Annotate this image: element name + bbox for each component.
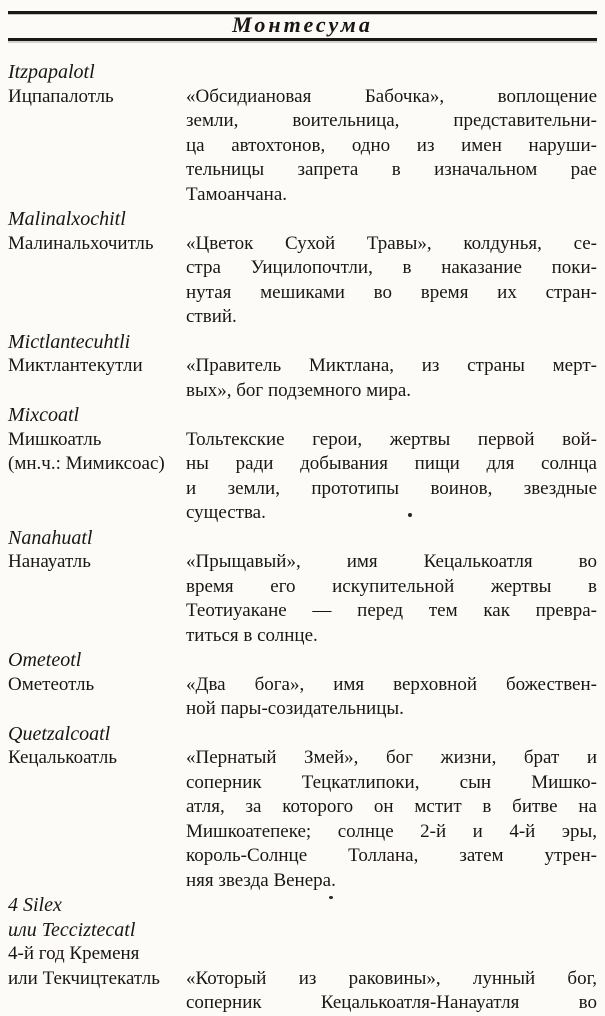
text-line: атля, за которого он мстит в битве на — [186, 796, 597, 817]
entry-nahuatl-name — [8, 526, 597, 551]
entry-russian-name — [8, 232, 186, 257]
glossary-entry — [8, 526, 597, 649]
text-line: Ицпапалотль — [8, 85, 114, 107]
text-line: Малинальхочитль — [8, 232, 154, 254]
text-line: Кецалькоатль — [8, 747, 117, 768]
entry-description — [186, 967, 597, 1016]
text-line: «Обсидиановая Бабочка», воплощение — [186, 85, 597, 107]
text-line: земли, воительница, представительни- — [186, 110, 597, 131]
text-line: нутая мешиками во время их стран- — [186, 281, 597, 303]
glossary-entry — [8, 403, 597, 526]
entry-description — [186, 673, 597, 722]
glossary-entry — [8, 722, 597, 894]
entry-nahuatl-name — [8, 893, 597, 942]
text-line: Ометеотль — [8, 673, 95, 695]
glossary-entry — [8, 648, 597, 722]
text-line: (мн.ч.: Мимиксоас) — [8, 453, 165, 474]
text-line: 4 Silex — [8, 894, 62, 916]
text-line: ны ради добывания пищи для солнца — [186, 453, 597, 474]
text-line: ной пары-созидательницы. — [186, 698, 404, 719]
text-line: «Правитель Миктлана, из страны мерт- — [186, 355, 597, 376]
entry-description — [186, 746, 597, 893]
entry-russian-name — [8, 85, 186, 110]
text-line: Nanahuatl — [8, 526, 93, 549]
text-line: тельницы запрета в изначальном рае — [186, 159, 597, 180]
entry-body-row — [8, 942, 597, 1016]
entry-body-row — [8, 85, 597, 208]
entry-nahuatl-name — [8, 648, 597, 673]
text-line: время его искупительной жертвы в — [186, 575, 597, 597]
entry-russian-name — [8, 942, 186, 991]
entry-body-row — [8, 428, 597, 526]
text-line: «Пернатый Змей», бог жизни, брат и — [186, 747, 597, 768]
text-line: «Прыщавый», имя Кецалькоатля во — [186, 551, 597, 572]
text-line: Mictlantecuhtli — [8, 330, 131, 353]
entry-russian-name — [8, 673, 186, 698]
text-line: Тамоанчана. — [186, 183, 288, 205]
glossary-entries — [8, 60, 597, 1016]
entry-body-row — [8, 550, 597, 648]
glossary-entry — [8, 893, 597, 1016]
glossary-entry — [8, 330, 597, 404]
entry-description — [186, 428, 597, 526]
glossary-entry — [8, 207, 597, 330]
text-line: Ometeotl — [8, 649, 82, 671]
ink-speck — [329, 896, 333, 899]
text-line: существа. — [186, 502, 266, 523]
text-line: Malinalxochitl — [8, 208, 126, 230]
text-line: стра Уицилопочтли, в наказание поки- — [186, 257, 597, 278]
text-line: 4-й год Кременя — [8, 943, 140, 964]
text-line: ца автохтонов, одно из имен наруши- — [186, 134, 597, 156]
text-line: или Tecciztecatl — [8, 918, 136, 941]
text-line: Itzpapalotl — [8, 61, 95, 83]
text-line: или Текчицтекатль — [8, 967, 160, 989]
ink-speck — [408, 513, 412, 517]
entry-body-row — [8, 354, 597, 403]
entry-russian-name — [8, 354, 186, 379]
glossary-entry — [8, 60, 597, 207]
text-line: Mixcoatl — [8, 404, 80, 426]
entry-russian-name — [8, 746, 186, 771]
text-line: Миктлантекутли — [8, 355, 143, 376]
entry-description — [186, 550, 597, 648]
text-line: Quetzalcoatl — [8, 722, 111, 745]
text-line: соперник Кецалькоатля-Нанауатля во — [186, 992, 597, 1013]
entry-nahuatl-name — [8, 60, 597, 85]
running-title: Монтесума — [232, 12, 373, 37]
entry-nahuatl-name — [8, 403, 597, 428]
text-line: титься в солнце. — [186, 624, 318, 646]
text-line: няя звезда Венера. — [186, 869, 336, 891]
text-line: вых», бог подземного мира. — [186, 379, 412, 401]
text-line: ствий. — [186, 306, 237, 327]
text-line: «Который из раковины», лунный бог, — [186, 967, 597, 989]
text-line: Нанауатль — [8, 551, 91, 572]
entry-body-row — [8, 232, 597, 330]
text-line: Мишкоатль — [8, 428, 102, 450]
entry-body-row — [8, 746, 597, 893]
text-line: Теотиуакане — перед тем как превра- — [186, 600, 597, 621]
entry-description — [186, 354, 597, 403]
text-line: Мишкоатепеке; солнце 2-й и 4-й эры, — [186, 820, 597, 842]
entry-description — [186, 85, 597, 208]
text-line: «Цветок Сухой Травы», колдунья, се- — [186, 232, 597, 254]
entry-nahuatl-name — [8, 330, 597, 355]
entry-nahuatl-name — [8, 722, 597, 747]
text-line: и земли, прототипы воинов, звездные — [186, 477, 597, 499]
entry-description — [186, 232, 597, 330]
text-line: «Два бога», имя верховной божествен- — [186, 673, 597, 695]
text-line: соперник Тецкатлипоки, сын Мишко- — [186, 771, 597, 793]
text-line: король-Солнце Толлана, затем утрен- — [186, 845, 597, 866]
entry-russian-name — [8, 550, 186, 575]
header-rule-bottom — [8, 38, 597, 41]
text-line: Тольтекские герои, жертвы первой вой- — [186, 428, 597, 450]
entry-russian-name — [8, 428, 186, 477]
entry-body-row — [8, 673, 597, 722]
entry-nahuatl-name — [8, 207, 597, 232]
